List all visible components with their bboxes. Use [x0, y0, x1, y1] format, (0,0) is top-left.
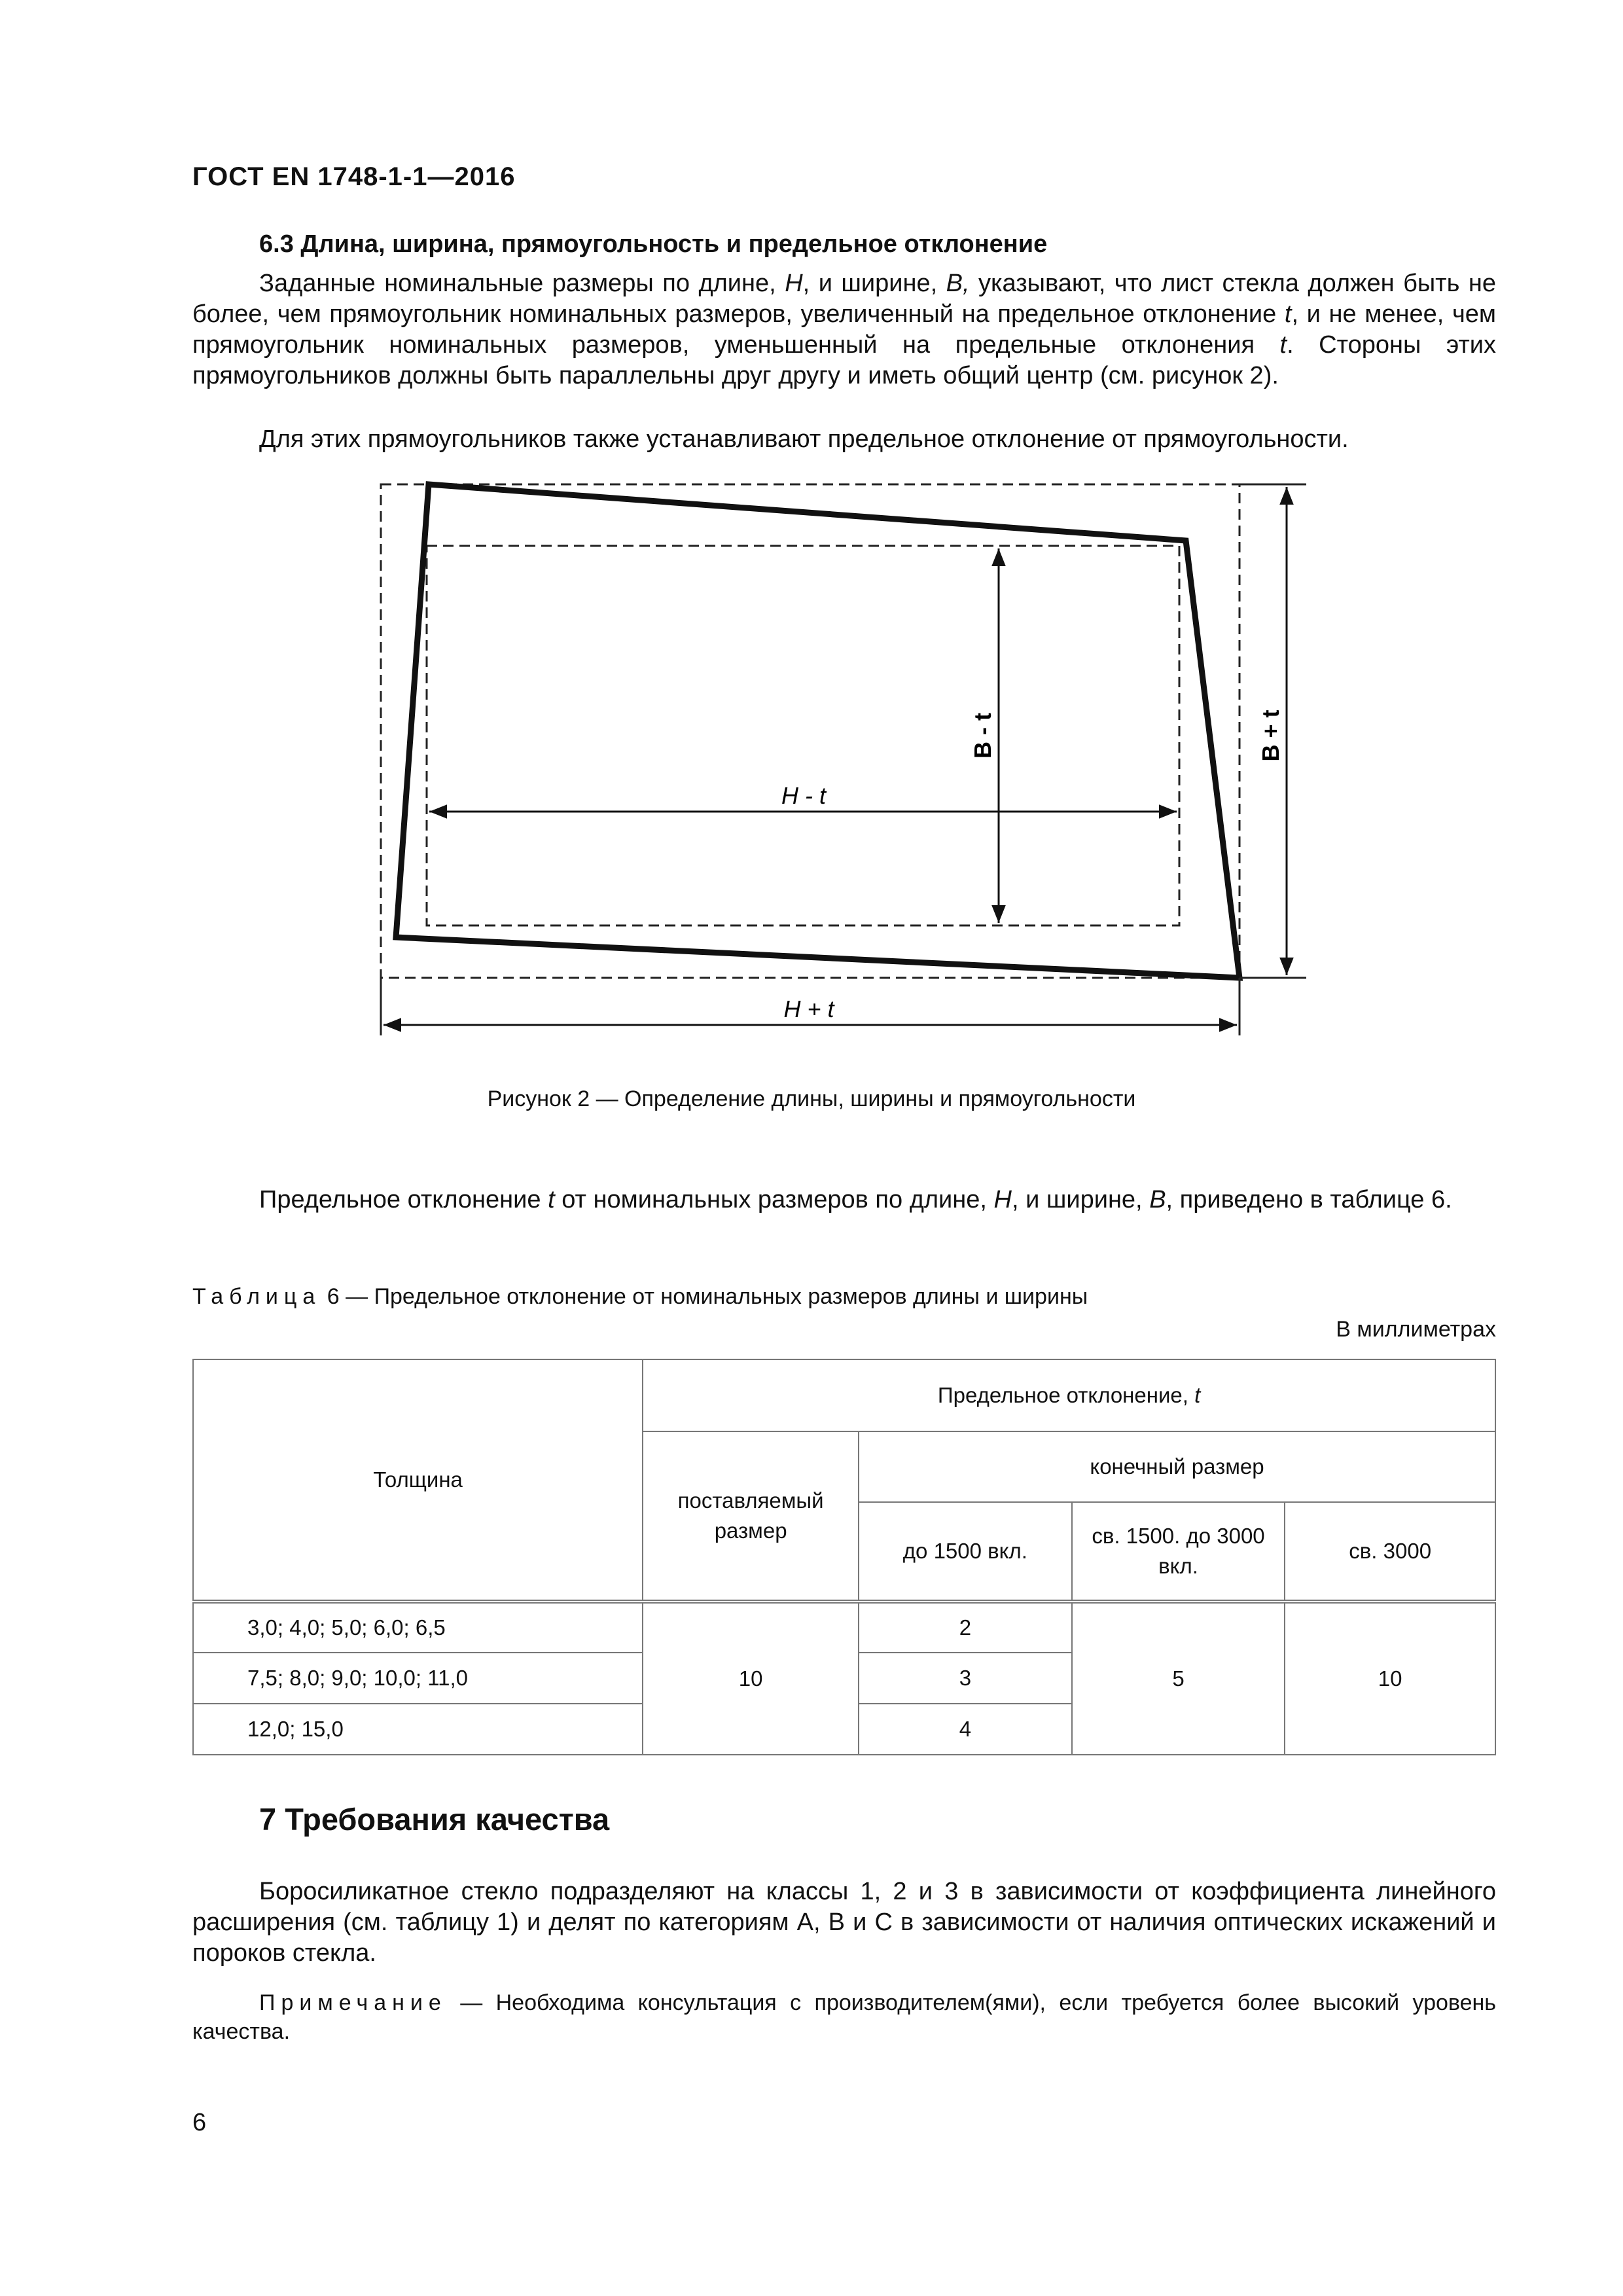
text-fragment: Заданные номинальные размеры по длине, — [259, 270, 785, 297]
glass-sheet-outline — [396, 484, 1240, 978]
label-b-minus-t: B - t — [969, 713, 996, 759]
label-h-minus-t: H - t — [781, 782, 826, 809]
note — [192, 1988, 1496, 2046]
document-header: ГОСТ EN 1748-1-1—2016 — [192, 162, 516, 191]
symbol-t: t — [1194, 1383, 1201, 1407]
text-fragment: , приведено в таблице 6. — [1166, 1186, 1452, 1213]
header-1500-to-3000: св. 1500. до 3000 вкл. — [1072, 1502, 1285, 1602]
label-h-plus-t: H + t — [783, 996, 834, 1022]
table-title-text: — Предельное отклонение от номинальных размеров длины и ширины — [339, 1284, 1088, 1309]
header-up-to-1500: до 1500 вкл. — [859, 1502, 1072, 1602]
section-7-title: 7 Требования качества — [259, 1802, 610, 1837]
table-number: 6 — [327, 1284, 340, 1309]
header-deviation-text: Предельное отклонение, — [937, 1383, 1195, 1407]
header-thickness: Толщина — [193, 1359, 643, 1602]
cell-thickness: 12,0; 15,0 — [193, 1704, 643, 1755]
cell-1500-to-3000: 5 — [1072, 1602, 1285, 1755]
cell-supplied-size: 10 — [643, 1602, 859, 1755]
symbol-t: t — [1279, 331, 1287, 359]
text-fragment: , и не менее, чем прямоугольник номинальных размеров, уменьшенный на предельные отклонения — [192, 300, 1497, 359]
header-over-3000: св. 3000 — [1285, 1502, 1495, 1602]
figure-2-diagram — [0, 0, 1623, 1080]
header-supplied-size: поставляемый размер — [643, 1431, 859, 1602]
cell-up-to-1500: 2 — [859, 1602, 1072, 1653]
cell-over-3000: 10 — [1285, 1602, 1495, 1755]
page-number: 6 — [192, 2109, 207, 2136]
table-6 — [192, 1359, 1496, 1755]
note-word: Примечание — [259, 1990, 447, 2015]
symbol-h: H — [993, 1186, 1012, 1213]
text-fragment: , и ширине, — [802, 270, 946, 297]
symbol-t: t — [548, 1186, 555, 1213]
symbol-t: t — [1284, 300, 1292, 328]
paragraph-quality-classes: Боросиликатное стекло подразделяют на классы 1, 2 и 3 в зависимости от коэффициента линейного расширения (см. таблицу 1) и делят по категориям А, В и С в зависимости от наличия оптических искажений и пороков стекла. — [192, 1878, 1496, 1967]
paragraph-table-reference — [192, 1185, 1496, 1215]
table-word: Таблица — [192, 1284, 321, 1309]
label-b-plus-t: B + t — [1257, 709, 1284, 762]
note-text: — Необходима консультация с производителем(ями), если требуется более высокий уровень качества. — [192, 1990, 1496, 2044]
table-6-title — [192, 1284, 1088, 1310]
cell-thickness: 7,5; 8,0; 9,0; 10,0; 11,0 — [193, 1653, 643, 1704]
table-row — [193, 1602, 1495, 1653]
symbol-b: B, — [946, 270, 970, 297]
text-fragment: от номинальных размеров по длине, — [554, 1186, 994, 1213]
paragraph-6-3-rectangularity: Для этих прямоугольников также устанавливают предельное отклонение от прямоугольности. — [259, 425, 1349, 453]
inner-dashed-rectangle — [427, 546, 1179, 925]
text-fragment: . Стороны этих прямоугольников должны быть параллельны друг другу и иметь общий центр (см. рисунок 2). — [192, 331, 1497, 389]
outer-dashed-rectangle — [381, 484, 1240, 978]
table-header-row-1 — [193, 1359, 1495, 1431]
symbol-b: B — [1149, 1186, 1166, 1213]
text-fragment: , и ширине, — [1011, 1186, 1150, 1213]
text-fragment: указывают, что лист стекла должен быть не более, чем прямоугольник номинальных размеров, увеличенный на предельное отклонение — [192, 270, 1496, 328]
header-deviation — [643, 1359, 1495, 1431]
header-final-size: конечный размер — [859, 1431, 1495, 1502]
cell-up-to-1500: 4 — [859, 1704, 1072, 1755]
text-fragment: Предельное отклонение — [259, 1186, 548, 1213]
cell-thickness: 3,0; 4,0; 5,0; 6,0; 6,5 — [193, 1602, 643, 1653]
section-6-3-title: 6.3 Длина, ширина, прямоугольность и предельное отклонение — [259, 230, 1048, 258]
cell-up-to-1500: 3 — [859, 1653, 1072, 1704]
table-units: В миллиметрах — [1336, 1317, 1496, 1342]
symbol-h: H — [785, 270, 803, 297]
figure-2-caption: Рисунок 2 — Определение длины, ширины и прямоугольности — [487, 1086, 1136, 1111]
